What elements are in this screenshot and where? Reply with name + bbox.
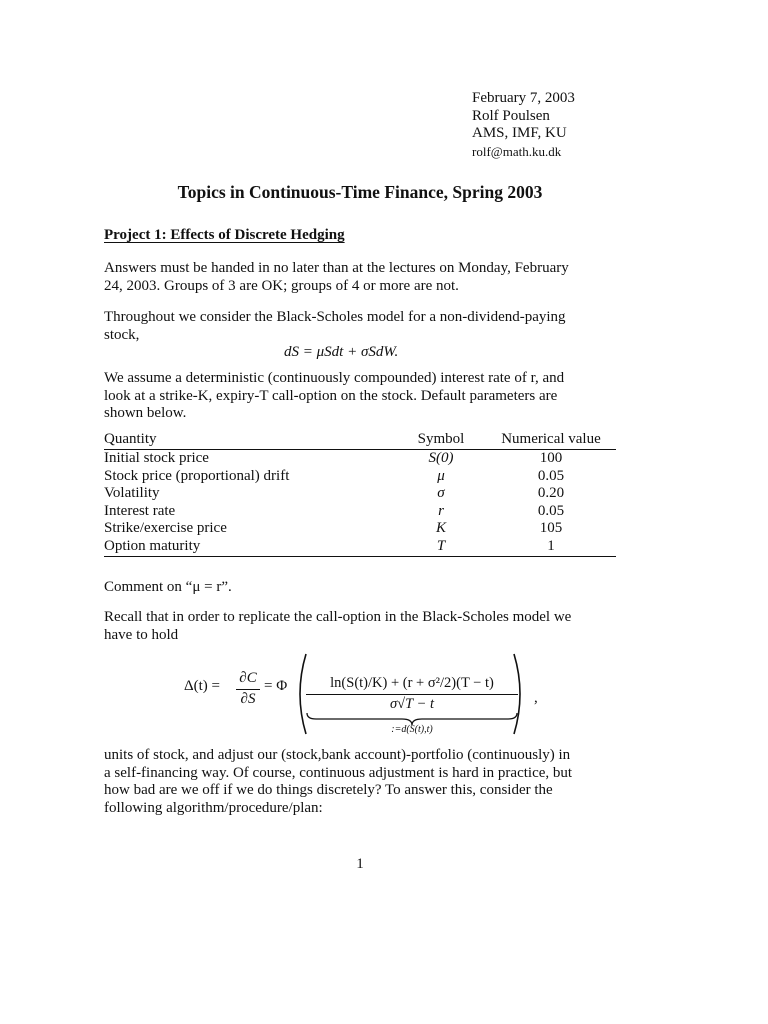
table-row [104,520,616,538]
d-denominator: σ√T − t [390,696,434,712]
cell-value: 105 [539,520,563,537]
text-line: how bad are we off if we do things discretely? To answer this, consider the [104,782,553,799]
text-line: following algorithm/procedure/plan: [104,799,323,816]
paragraph-discrete [104,747,616,817]
formula-trailing: , [534,690,538,706]
partial-numerator: ∂C [239,670,257,686]
cell-value: 0.20 [537,485,565,502]
header-date: February 7, 2003 [472,90,575,106]
cell-symbol: σ [437,485,445,502]
main-fraction-bar [306,694,518,695]
text-line: a self-financing way. Of course, continuous adjustment is hard in practice, but [104,764,573,781]
text-line: Comment on “μ = r”. [104,579,232,595]
cell-symbol: K [435,520,446,537]
cell-symbol: T [436,538,446,555]
cell-quantity: Strike/exercise price [104,520,227,537]
paragraph-deadline [104,260,616,295]
comment-line [104,579,616,597]
cell-symbol: S(0) [428,450,454,467]
document-title: Topics in Continuous-Time Finance, Spring 2003 [177,182,543,202]
table-row [104,450,616,468]
text-line: units of stock, and adjust our (stock,bank account)-portfolio (continuously) in [104,747,571,763]
text-line: stock, [104,326,140,343]
delta-formula [184,652,564,736]
cell-symbol: μ [437,467,445,484]
cell-quantity: Initial stock price [104,450,209,467]
formula-lhs: Δ(t) = [184,678,221,694]
table-header-row [104,430,616,450]
cell-quantity: Option maturity [104,538,201,555]
paragraph-parameters [104,370,616,423]
formula-phi: = Φ [264,678,288,694]
column-header-symbol: Symbol [417,431,465,447]
sde-equation: dS = μSdt + σSdW. [284,344,399,360]
header-author: Rolf Poulsen [472,107,550,124]
header-affiliation: AMS, IMF, KU [472,125,567,141]
table-row [104,503,616,521]
page-number: 1 [356,856,364,872]
cell-value: 100 [539,450,563,467]
d-numerator: ln(S(t)/K) + (r + σ²/2)(T − t) [330,675,494,691]
cell-value: 1 [547,538,555,555]
partial-denominator: ∂S [240,691,256,707]
cell-value: 0.05 [537,467,565,484]
column-header-quantity: Quantity [104,431,157,447]
text-line: shown below. [104,405,187,422]
paragraph-model [104,309,616,344]
cell-quantity: Interest rate [104,502,176,519]
text-line: Recall that in order to replicate the call-option in the Black-Scholes model we [104,609,572,625]
parameter-table [104,430,616,557]
header-email: rolf@math.ku.dk [472,143,562,159]
table-row [104,468,616,486]
cell-value: 0.05 [537,502,565,519]
column-header-value: Numerical value [501,431,601,447]
table-row [104,485,616,503]
text-line: We assume a deterministic (continuously compounded) interest rate of r, and [104,370,565,386]
cell-quantity: Volatility [104,485,160,502]
underbrace-label: :=d(S(t),t) [391,724,433,735]
text-line: look at a strike-K, expiry-T call-option on the stock. Default parameters are [104,387,558,404]
section-title: Project 1: Effects of Discrete Hedging [104,227,345,243]
table-row [104,538,616,556]
text-line: 24, 2003. Groups of 3 are OK; groups of 4 or more are not. [104,277,459,294]
text-line: Answers must be handed in no later than at the lectures on Monday, February [104,260,569,276]
cell-symbol: r [438,502,444,519]
header-block [472,90,575,160]
text-line: have to hold [104,626,179,643]
paragraph-replicate [104,609,616,644]
fraction-bar [236,689,260,690]
cell-quantity: Stock price (proportional) drift [104,467,290,484]
text-line: Throughout we consider the Black-Scholes model for a non-dividend-paying [104,309,566,325]
